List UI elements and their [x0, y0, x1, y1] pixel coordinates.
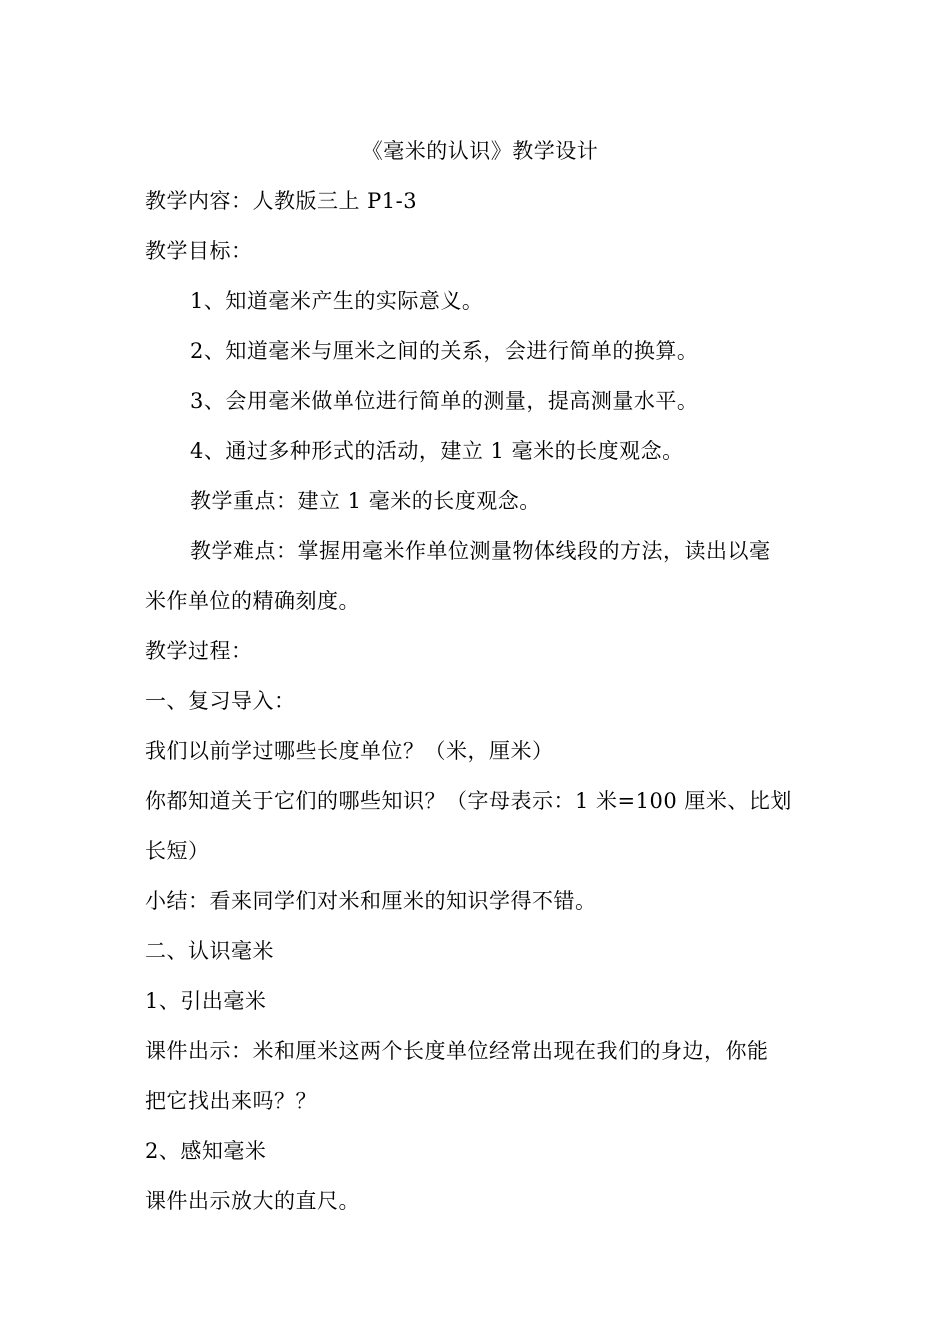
key-point: 教学重点：建立 1 毫米的长度观念。 — [190, 489, 541, 513]
paragraph: 我们以前学过哪些长度单位？（米，厘米） — [145, 739, 554, 763]
process-heading: 教学过程： — [145, 639, 253, 663]
goals-heading: 教学目标： — [145, 239, 253, 263]
goal-item: 4、通过多种形式的活动，建立 1 毫米的长度观念。 — [190, 439, 684, 463]
paragraph: 课件出示：米和厘米这两个长度单位经常出现在我们的身边，你能 — [145, 1039, 769, 1063]
paragraph: 把它找出来吗？？ — [145, 1089, 317, 1113]
teaching-content: 教学内容：人教版三上 P1-3 — [145, 189, 418, 213]
document-title: 《毫米的认识》教学设计 — [361, 139, 599, 163]
step-heading: 2、感知毫米 — [145, 1139, 267, 1163]
paragraph: 你都知道关于它们的哪些知识？（字母表示：1 米=100 厘米、比划 — [145, 789, 792, 813]
section-heading: 二、认识毫米 — [145, 939, 274, 963]
goal-item: 1、知道毫米产生的实际意义。 — [190, 289, 484, 313]
goal-item: 2、知道毫米与厘米之间的关系，会进行简单的换算。 — [190, 339, 699, 363]
difficulty-line: 米作单位的精确刻度。 — [145, 589, 360, 613]
paragraph: 课件出示放大的直尺。 — [145, 1189, 360, 1213]
step-heading: 1、引出毫米 — [145, 989, 267, 1013]
section-heading: 一、复习导入： — [145, 689, 296, 713]
goal-item: 3、会用毫米做单位进行简单的测量，提高测量水平。 — [190, 389, 699, 413]
paragraph: 长短） — [145, 839, 210, 863]
difficulty-line: 教学难点：掌握用毫米作单位测量物体线段的方法，读出以毫 — [190, 539, 771, 563]
paragraph: 小结：看来同学们对米和厘米的知识学得不错。 — [145, 889, 597, 913]
